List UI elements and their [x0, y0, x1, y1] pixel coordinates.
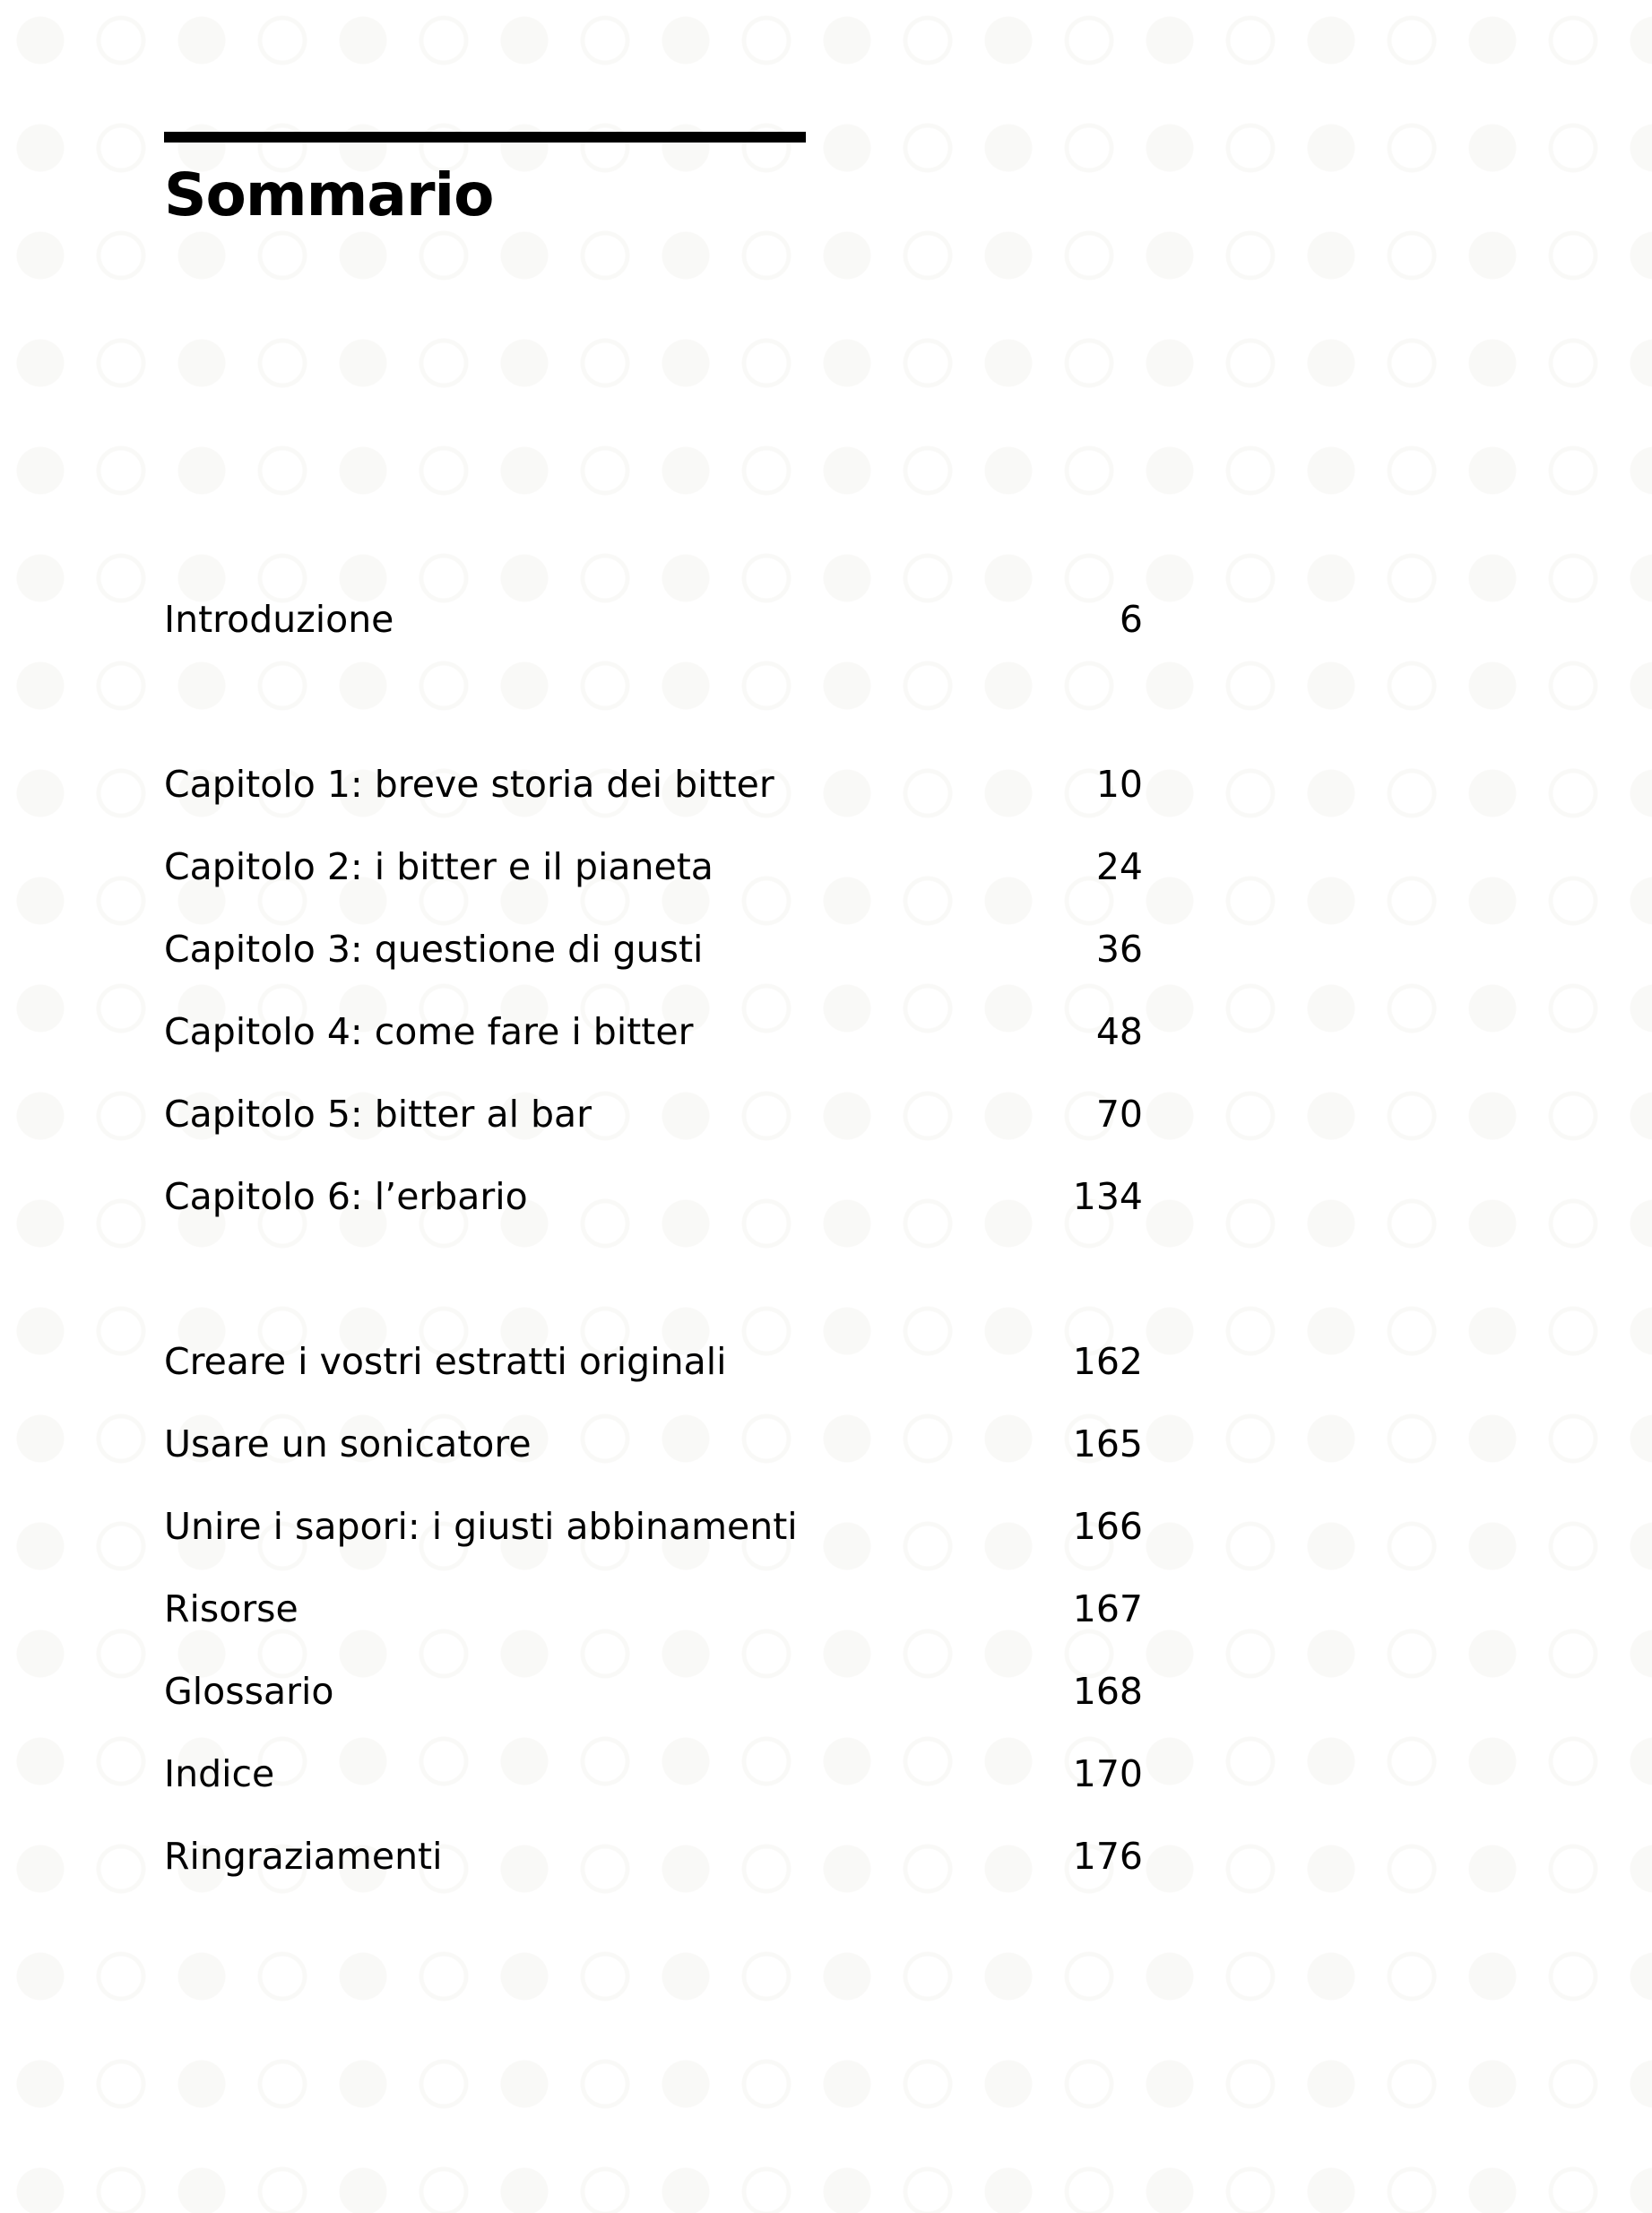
toc-entry-label: Unire i sapori: i giusti abbinamenti [164, 1505, 798, 1548]
toc-entry-page: 70 [1095, 1093, 1143, 1136]
toc-entry-label: Introduzione [164, 598, 394, 641]
toc-entry-page: 6 [1119, 598, 1143, 641]
toc-entry-label: Capitolo 1: breve storia dei bitter [164, 763, 774, 806]
toc-entry[interactable] [164, 1170, 1143, 1223]
toc-entry-label: Capitolo 2: i bitter e il pianeta [164, 845, 714, 888]
toc-entry-label: Capitolo 4: come fare i bitter [164, 1010, 694, 1053]
toc-entry[interactable] [164, 1005, 1143, 1059]
toc-entry-label: Usare un sonicatore [164, 1422, 532, 1465]
toc-entry-page: 170 [1072, 1752, 1143, 1795]
toc-entry[interactable] [164, 757, 1143, 811]
toc-entry[interactable] [164, 840, 1143, 894]
toc-entry[interactable] [164, 1582, 1143, 1636]
toc-entry-page: 168 [1072, 1670, 1143, 1713]
toc-entry-page: 10 [1095, 763, 1143, 806]
toc-entry-label: Indice [164, 1752, 275, 1795]
toc-entry[interactable] [164, 922, 1143, 976]
toc-entry-page: 24 [1095, 845, 1143, 888]
toc-entry-page: 162 [1072, 1340, 1143, 1383]
toc-entry-label: Ringraziamenti [164, 1835, 443, 1878]
toc-entry[interactable] [164, 1335, 1143, 1388]
toc-entry-page: 165 [1072, 1422, 1143, 1465]
toc-entry-label: Capitolo 3: questione di gusti [164, 928, 704, 971]
page-title: Sommario [164, 160, 494, 229]
toc-entry[interactable] [164, 1747, 1143, 1801]
toc-entry[interactable] [164, 592, 1143, 646]
toc-entry-page: 176 [1072, 1835, 1143, 1878]
toc-entry[interactable] [164, 1664, 1143, 1718]
title-rule [164, 132, 806, 143]
toc-entry[interactable] [164, 1829, 1143, 1883]
toc-entry-page: 134 [1072, 1175, 1143, 1218]
toc-entry[interactable] [164, 1500, 1143, 1553]
toc-entry-page: 167 [1072, 1587, 1143, 1630]
toc-entry-page: 166 [1072, 1505, 1143, 1548]
toc-entry[interactable] [164, 1087, 1143, 1141]
toc-entry-page: 48 [1095, 1010, 1143, 1053]
toc-entry-label: Capitolo 5: bitter al bar [164, 1093, 592, 1136]
toc-entry-label: Creare i vostri estratti originali [164, 1340, 727, 1383]
toc-entry-label: Risorse [164, 1587, 298, 1630]
toc-entry-label: Capitolo 6: l’erbario [164, 1175, 528, 1218]
toc-entry-page: 36 [1095, 928, 1143, 971]
toc-entry[interactable] [164, 1417, 1143, 1471]
toc-entry-label: Glossario [164, 1670, 334, 1713]
